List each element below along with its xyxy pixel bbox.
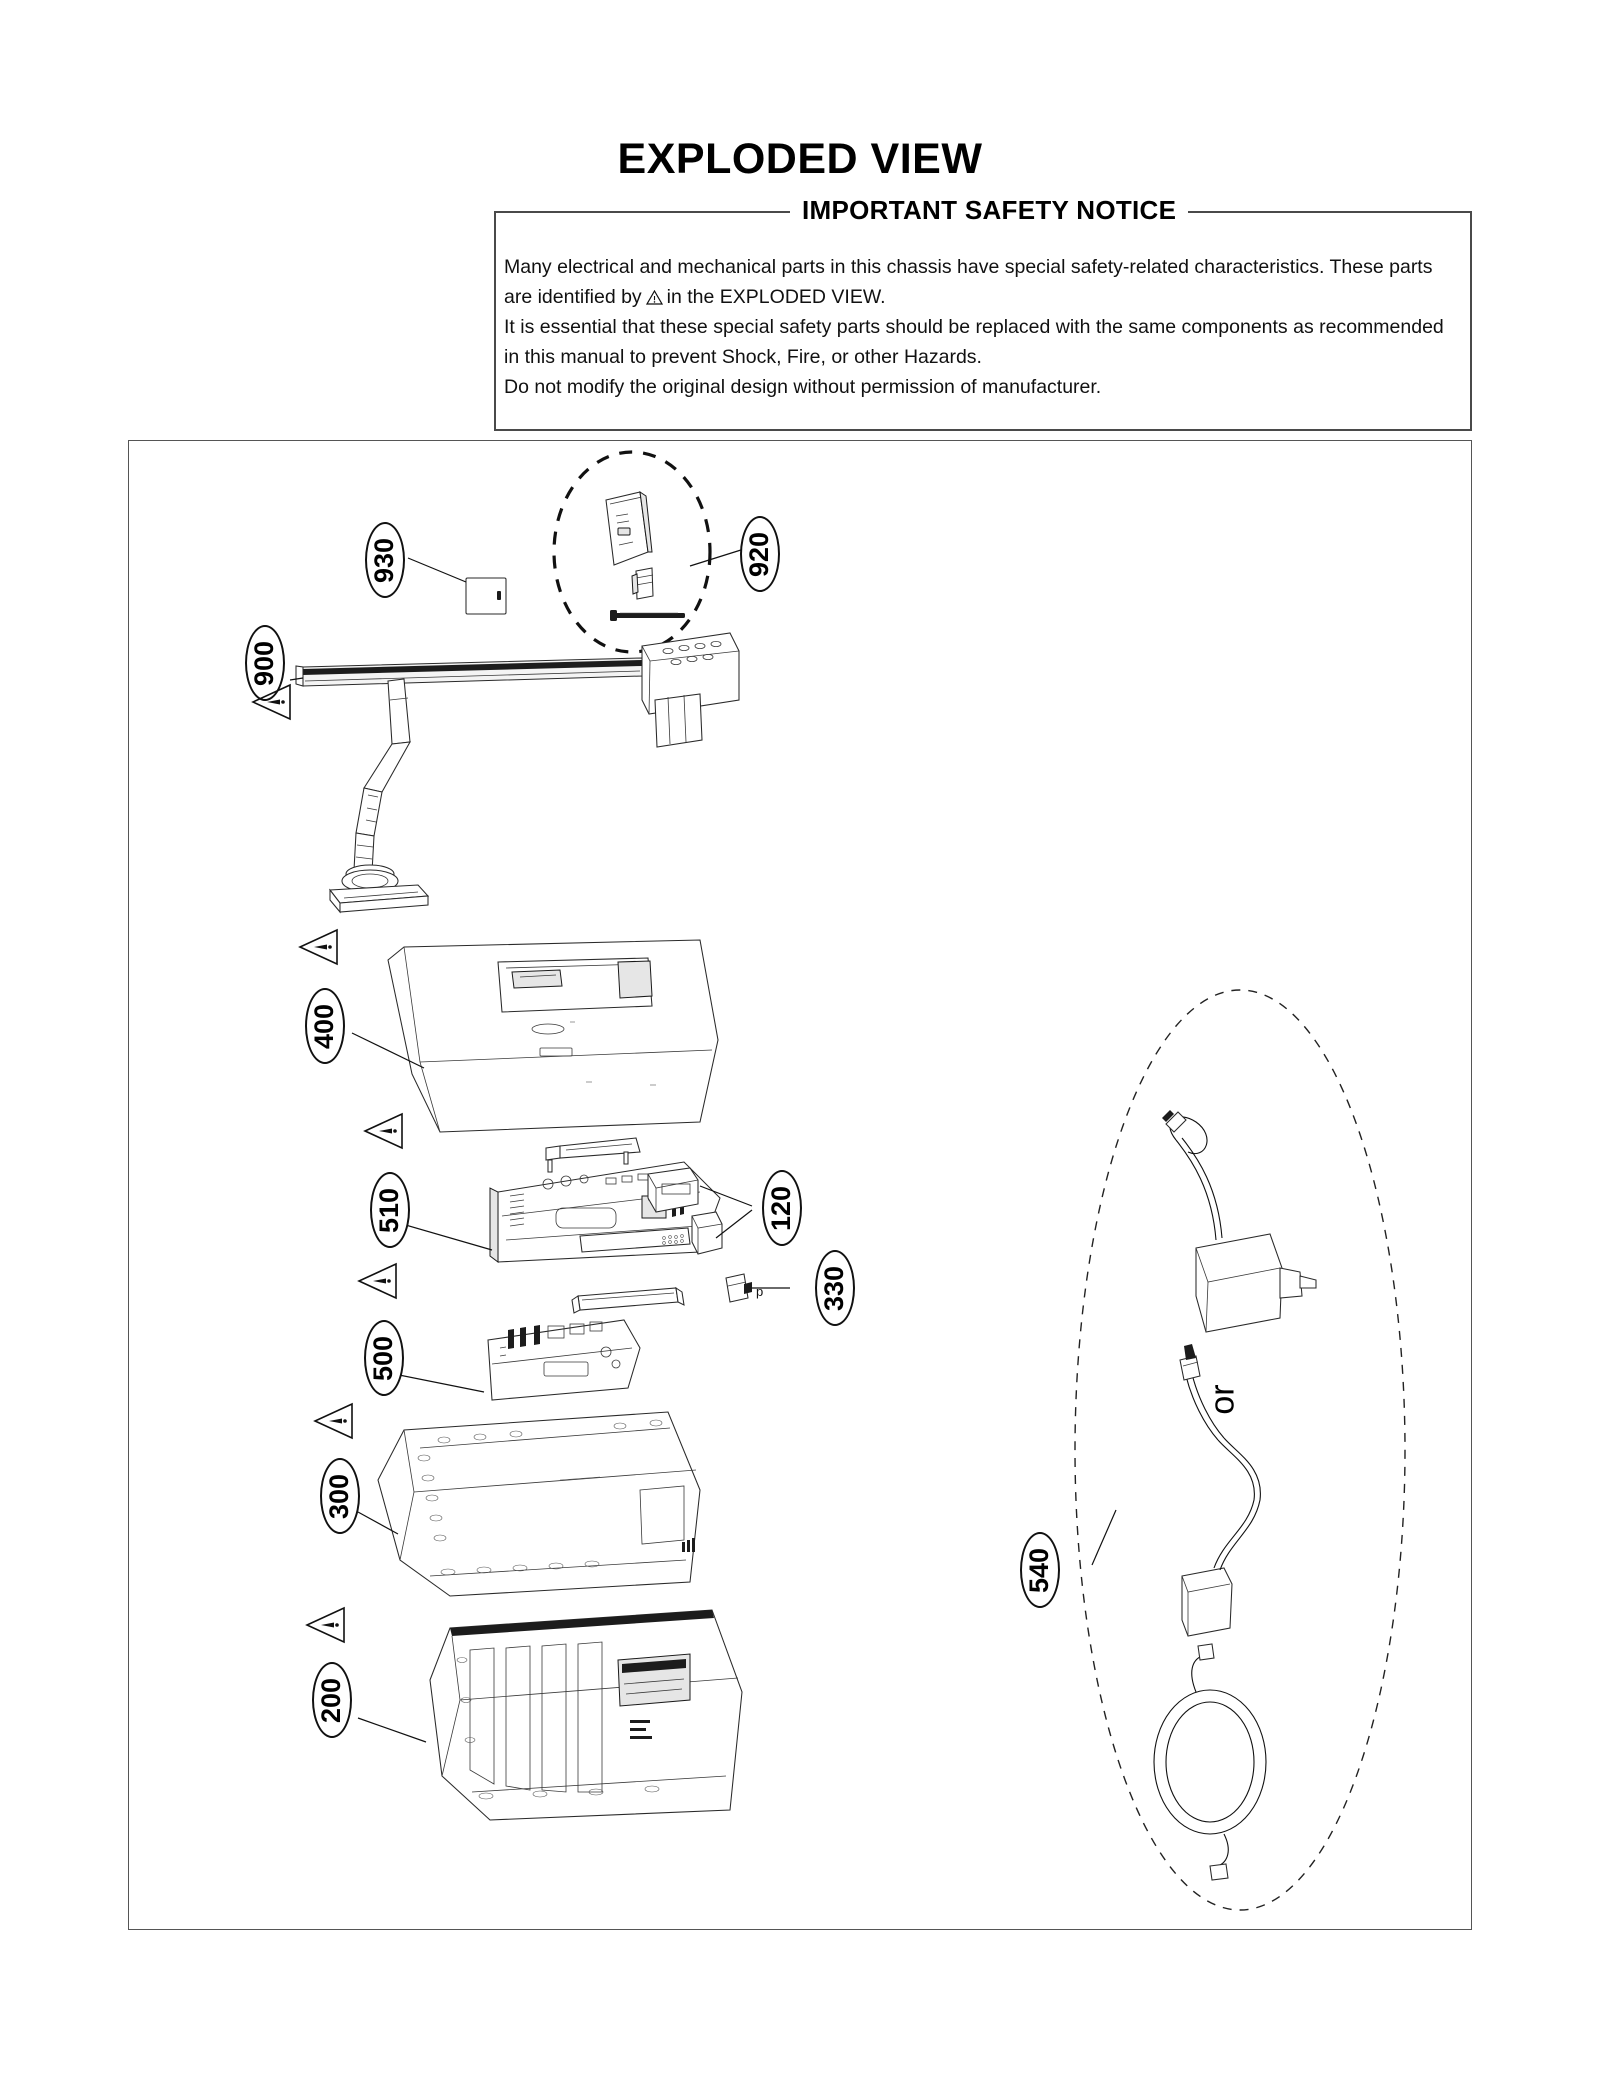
safety-notice-line-2b: in the EXPLODED VIEW. <box>666 286 886 308</box>
safety-notice-line-4: in this manual to prevent Shock, Fire, or other Hazards. <box>504 346 982 368</box>
callout-900-label: 900 <box>249 640 280 686</box>
callout-400[interactable] <box>305 988 345 1064</box>
safety-notice-line-1: Many electrical and mechanical parts in this chassis have special safety-related characteristics. These parts <box>504 256 1433 278</box>
part-500-power-pcb <box>488 1288 684 1400</box>
part-900-monitor-arm-stand <box>296 633 739 912</box>
safety-notice-line-5: Do not modify the original design without permission of manufacturer. <box>504 376 1102 398</box>
callout-930[interactable] <box>365 522 405 598</box>
or-divider-label: or <box>1203 1384 1242 1415</box>
callout-920-label: 920 <box>744 531 775 577</box>
leader-540 <box>1092 1510 1116 1565</box>
safety-notice-legend: IMPORTANT SAFETY NOTICE <box>790 195 1188 226</box>
part-300-middle-cabinet <box>378 1412 700 1596</box>
svg-text:p: p <box>756 1284 764 1299</box>
callout-300-label: 300 <box>324 1473 355 1519</box>
safety-triangle-510 <box>362 1112 404 1150</box>
callout-330-label: 330 <box>819 1265 850 1311</box>
callout-120[interactable] <box>762 1170 802 1246</box>
safety-triangle-400 <box>297 928 339 966</box>
safety-notice-line-3: It is essential that these special safety parts should be replaced with the same components as recommended <box>504 316 1444 338</box>
safety-triangle-200 <box>304 1606 346 1644</box>
safety-triangle-500 <box>356 1262 398 1300</box>
callout-510-label: 510 <box>374 1187 405 1233</box>
page-title: EXPLODED VIEW <box>617 135 983 183</box>
callout-920[interactable] <box>740 516 780 592</box>
part-540-ac-adapter-upper <box>1162 1110 1316 1332</box>
callout-330[interactable] <box>815 1250 855 1326</box>
callout-500[interactable] <box>364 1320 404 1396</box>
part-wall-mount-plate <box>606 492 652 565</box>
callout-200[interactable] <box>312 1662 352 1738</box>
part-200-back-cover <box>430 1610 742 1820</box>
part-400-front-cabinet <box>388 940 718 1132</box>
accessory-group-540-outline <box>1075 990 1405 1910</box>
part-long-screw <box>610 610 685 621</box>
callout-510[interactable] <box>370 1172 410 1248</box>
callout-200-label: 200 <box>316 1677 347 1723</box>
callout-540[interactable] <box>1020 1532 1060 1608</box>
callout-300[interactable] <box>320 1458 360 1534</box>
leader-930 <box>408 558 466 582</box>
callout-500-label: 500 <box>368 1335 399 1381</box>
callout-400-label: 400 <box>309 1003 340 1049</box>
callout-540-label: 540 <box>1024 1547 1055 1593</box>
part-540-power-cord <box>1154 1644 1266 1880</box>
part-cap-bushing <box>632 568 653 599</box>
part-930-clip <box>466 578 506 614</box>
safety-notice-line-2a: are identified by <box>504 286 642 308</box>
callout-930-label: 930 <box>369 537 400 583</box>
callout-120-label: 120 <box>766 1185 797 1231</box>
leader-200 <box>358 1718 426 1742</box>
safety-triangle-900 <box>250 683 292 721</box>
safety-triangle-300 <box>312 1402 354 1440</box>
